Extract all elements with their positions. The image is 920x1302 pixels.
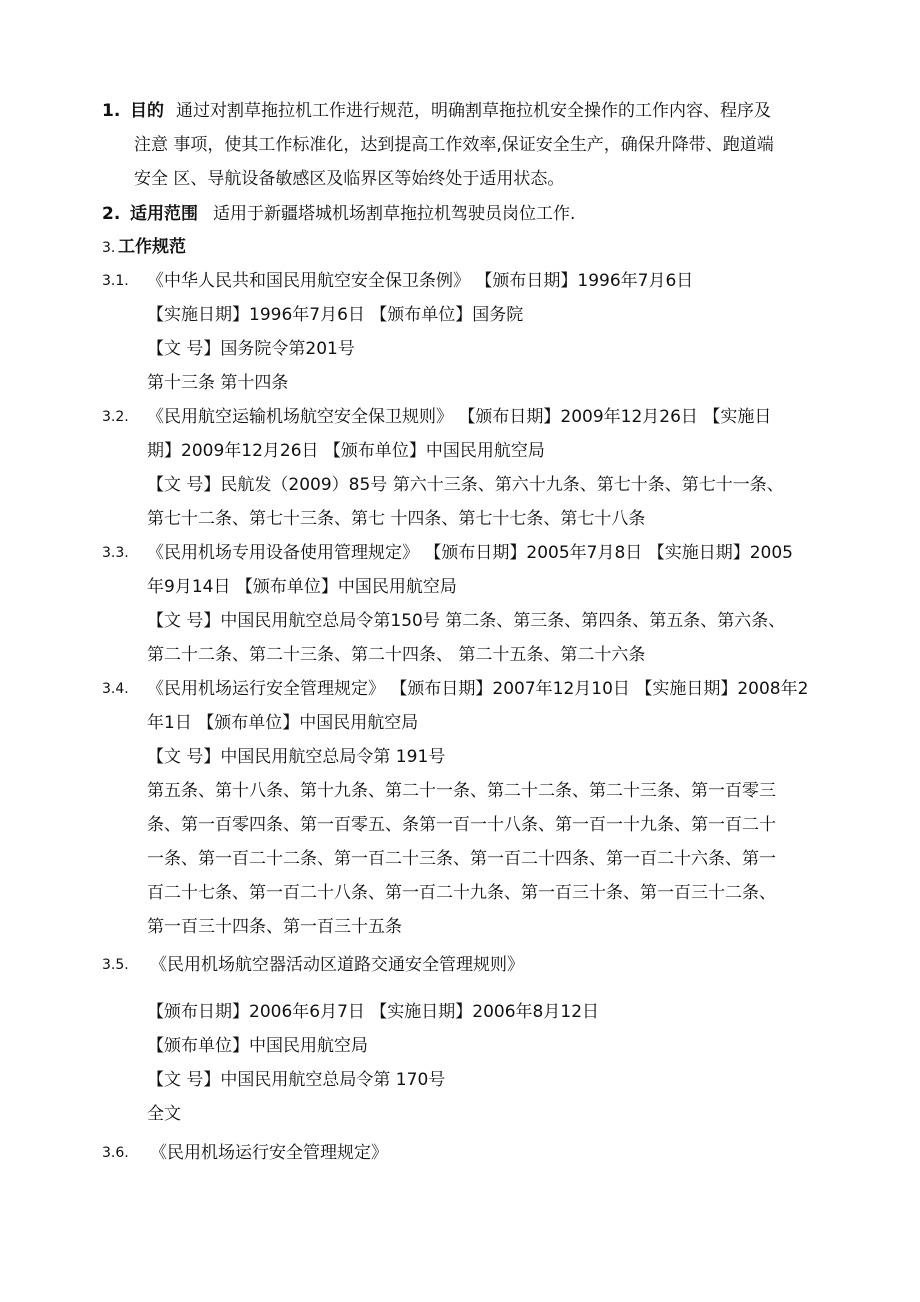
item-line: 期】2009年12月26日 【颁布单位】中国民用航空局 (147, 441, 545, 461)
item-line: 【文 号】国务院令第201号 (147, 339, 355, 359)
item-number: 3.6. (102, 1145, 129, 1161)
section-1-number: 1. (102, 101, 121, 121)
item-line: 【文 号】中国民用航空总局令第 170号 (147, 1070, 446, 1090)
item-line: 《民用航空运输机场航空安全保卫规则》 【颁布日期】2009年12月26日 【实施日 (147, 407, 772, 427)
item-line: 第七十二条、第七十三条、第七 十四条、第七十七条、第七十八条 (147, 509, 646, 529)
item-line: 第五条、第十八条、第十九条、第二十一条、第二十二条、第二十三条、第一百零三 (147, 781, 776, 801)
item-line: 《民用机场运行安全管理规定》 (150, 1143, 388, 1163)
item-line: 【文 号】中国民用航空总局令第150号 第二条、第三条、第四条、第五条、第六条、 (147, 611, 786, 631)
item-number: 3.4. (102, 681, 129, 697)
item-line: 【实施日期】1996年7月6日 【颁布单位】国务院 (147, 305, 524, 325)
item-line: 百二十七条、第一百二十八条、第一百二十九条、第一百三十条、第一百三十二条、 (147, 883, 776, 903)
item-line: 一条、第一百二十二条、第一百二十三条、第一百二十四条、第一百二十六条、第一 (147, 849, 776, 869)
section-1-title: 目的 (130, 101, 164, 121)
item-line: 第一百三十四条、第一百三十五条 (147, 917, 402, 937)
item-line: 《民用机场专用设备使用管理规定》 【颁布日期】2005年7月8日 【实施日期】2005 (147, 543, 793, 563)
item-line: 【颁布单位】中国民用航空局 (147, 1036, 368, 1056)
section-2-title: 适用范围 (130, 204, 198, 224)
item-number: 3.1. (102, 273, 129, 289)
section-1-line: 注意 事项，使其工作标准化，达到提高工作效率,保证安全生产，确保升降带、跑道端 (134, 135, 774, 155)
section-2-number: 2. (102, 204, 121, 224)
item-number: 3.5. (102, 957, 129, 973)
item-number: 3.2. (102, 409, 129, 425)
item-line: 【颁布日期】2006年6月7日 【实施日期】2006年8月12日 (147, 1002, 600, 1022)
section-1-line: 安全 区、导航设备敏感区及临界区等始终处于适用状态。 (134, 169, 565, 189)
section-1-line: 通过对割草拖拉机工作进行规范，明确割草拖拉机安全操作的工作内容、程序及 (176, 101, 771, 121)
section-3-title: 工作规范 (118, 237, 186, 257)
item-number: 3.3. (102, 545, 129, 561)
item-line: 年1日 【颁布单位】中国民用航空局 (147, 713, 419, 733)
item-line: 《中华人民共和国民用航空安全保卫条例》 【颁布日期】1996年7月6日 (147, 271, 694, 291)
item-line: 【文 号】民航发（2009）85号 第六十三条、第六十九条、第七十条、第七十一条、 (147, 475, 784, 495)
item-line: 【文 号】中国民用航空总局令第 191号 (147, 747, 446, 767)
item-line: 全文 (147, 1104, 181, 1124)
item-line: 年9月14日 【颁布单位】中国民用航空局 (147, 577, 457, 597)
item-line: 第十三条 第十四条 (147, 373, 289, 393)
item-line: 第二十二条、第二十三条、第二十四条、 第二十五条、第二十六条 (147, 645, 646, 665)
section-2-text: 适用于新疆塔城机场割草拖拉机驾驶员岗位工作. (213, 204, 576, 224)
item-line: 《民用机场运行安全管理规定》 【颁布日期】2007年12月10日 【实施日期】2008年2 (147, 679, 809, 699)
item-line: 《民用机场航空器活动区道路交通安全管理规则》 (150, 955, 524, 975)
item-line: 条、第一百零四条、第一百零五、条第一百一十八条、第一百一十九条、第一百二十 (147, 815, 776, 835)
section-3-number: 3. (102, 240, 116, 256)
